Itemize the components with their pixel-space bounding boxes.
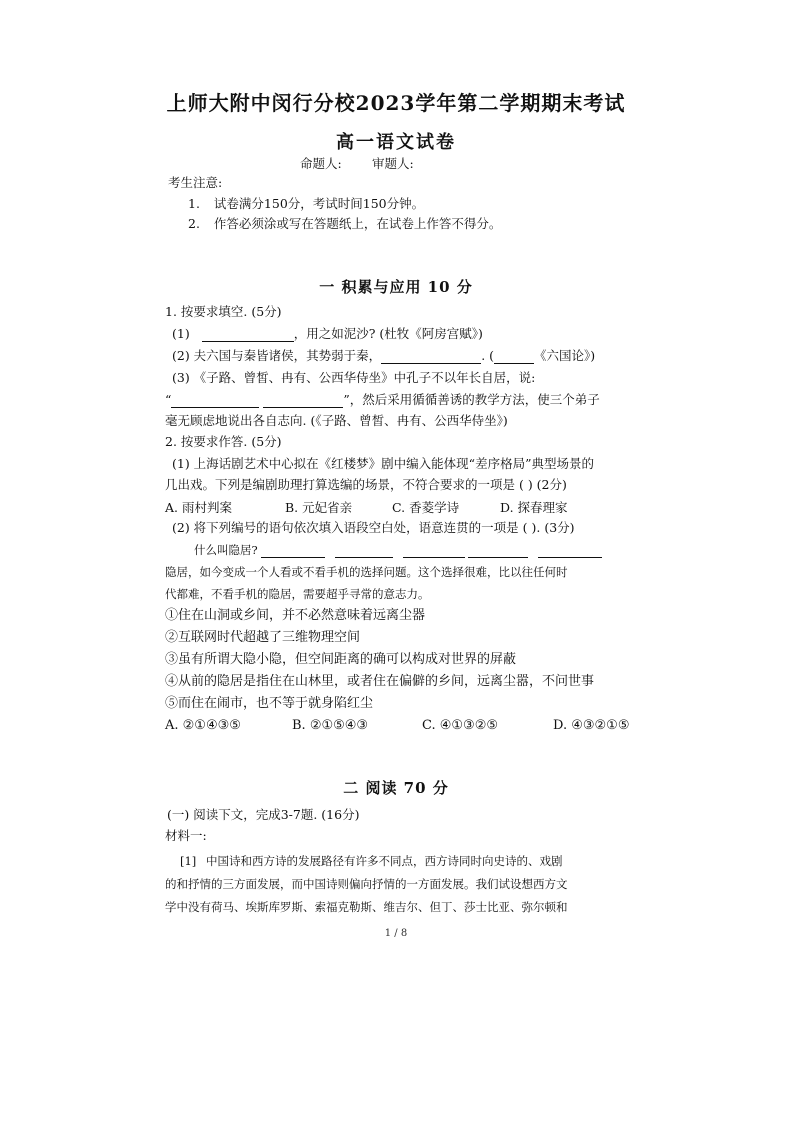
q1-line-4 [165, 392, 600, 408]
answer-option-d[interactable]: D. ④③②①⑤ [553, 718, 630, 733]
q1-line-1 [172, 326, 483, 342]
option-d[interactable]: D. 探春理家 [500, 500, 568, 515]
reviewer-label: 审题人: [372, 156, 414, 171]
school-exam-title: 上师大附中闵行分校2023学年第二学期期末考试 [166, 91, 626, 115]
paragraph-mark: [1] [180, 854, 197, 868]
answer-blank[interactable] [202, 329, 294, 342]
notice-heading: 考生注意: [168, 175, 223, 190]
answer-blank[interactable] [335, 545, 393, 558]
q1-line-5: 毫无顾虑地说出各自志向. (《子路、曾皙、冉有、公西华侍坐》) [165, 413, 508, 428]
section-heading-2: 二 阅读 70 分 [343, 779, 449, 797]
material-paragraph-line-2: 的和抒情的三方面发展，而中国诗则偏向抒情的一方面发展。我们试设想西方文 [165, 877, 568, 891]
passage-line-3: 代都难，不看手机的隐居，需要超乎寻常的意志力。 [165, 587, 430, 601]
answer-blank[interactable] [171, 395, 259, 408]
notice-item-text: 试卷满分150分，考试时间150分钟。 [213, 196, 425, 211]
question-1-stem: 1. 按要求填空. (5分) [165, 304, 282, 319]
paragraph-text-1: 中国诗和西方诗的发展路径有许多不同点，西方诗同时向史诗的、戏剧 [205, 854, 563, 868]
answer-blank[interactable] [261, 545, 325, 558]
paper-title: 高一语文试卷 [336, 132, 456, 153]
answer-blank[interactable] [381, 351, 481, 364]
option-c[interactable]: C. 香菱学诗 [392, 500, 460, 515]
answer-blank[interactable] [494, 351, 534, 364]
option-a[interactable]: A. 雨村判案 [165, 500, 232, 515]
section-heading-1: 一 积累与应用 10 分 [319, 278, 473, 296]
q1-line-4-post: ”，然后采用循循善诱的教学方法，使三个弟子 [343, 392, 600, 407]
sentence-4: ④从前的隐居是指住在山林里，或者住在偏僻的乡间，远离尘嚣，不问世事 [165, 674, 595, 689]
passage-line-2: 隐居，如今变成一个人看或不看手机的选择问题。这个选择很难，比以往任何时 [165, 565, 568, 579]
answer-blank[interactable] [403, 545, 465, 558]
q1-line-2-post: 《六国论》) [534, 348, 596, 363]
q2-sub2-line: (2) 将下列编号的语句依次填入语段空白处，语意连贯的一项是 ( ). (3分) [172, 520, 575, 535]
sentence-3: ③虽有所谓大隐小隐，但空间距离的确可以构成对世界的屏蔽 [165, 652, 517, 667]
notice-item-2 [188, 216, 501, 232]
sentence-2: ②互联网时代超越了三维物理空间 [165, 630, 361, 645]
setter-label: 命题人: [300, 156, 342, 171]
q2-sub1-line-2: 几出戏。下列是编剧助理打算选编的场景，不符合要求的一项是 ( ) (2分) [165, 477, 567, 492]
answer-blank[interactable] [468, 545, 528, 558]
notice-item-1 [188, 196, 424, 212]
answer-blank[interactable] [263, 395, 343, 408]
passage-question-text: 什么叫隐居? [194, 543, 262, 557]
q1-line-1-pre: (1) [172, 326, 190, 341]
answer-option-b[interactable]: B. ②①⑤④③ [292, 718, 369, 733]
q1-line-2-mid: . ( [481, 348, 495, 363]
passage-question [194, 542, 602, 558]
notice-item-text: 作答必须涂或写在答题纸上，在试卷上作答不得分。 [213, 216, 502, 231]
material-label: 材料一: [165, 828, 207, 843]
answer-blank[interactable] [538, 545, 602, 558]
q1-line-4-open: “ [165, 392, 172, 407]
option-b[interactable]: B. 元妃省亲 [285, 500, 353, 515]
notice-item-num: 1. [188, 196, 200, 211]
question-2-stem: 2. 按要求作答. (5分) [165, 434, 282, 449]
q1-line-1-post: ，用之如泥沙? (杜牧《阿房宫赋》) [293, 326, 483, 341]
sentence-1: ①住在山洞或乡间，并不必然意味着远离尘器 [165, 608, 426, 623]
notice-item-num: 2. [188, 216, 200, 231]
sentence-5: ⑤而住在闹市，也不等于就身陷红尘 [165, 696, 374, 711]
answer-option-a[interactable]: A. ②①④③⑤ [165, 718, 241, 733]
q2-sub1-line-1: (1) 上海话剧艺术中心拟在《红楼梦》剧中编入能体现“差序格局”典型场景的 [172, 456, 594, 471]
q1-line-2 [172, 348, 595, 364]
material-paragraph-line-3: 学中没有荷马、埃斯库罗斯、索福克勒斯、维吉尔、但丁、莎士比亚、弥尔顿和 [165, 900, 568, 914]
page-number: 1 / 8 [384, 928, 408, 939]
q1-line-3: (3) 《子路、曾皙、冉有、公西华侍坐》中孔子不以年长自居，说: [172, 370, 536, 385]
answer-option-c[interactable]: C. ④①③②⑤ [422, 718, 499, 733]
material-paragraph-line-1 [180, 853, 562, 869]
reading-part-1: (一) 阅读下文，完成3-7题. (16分) [167, 807, 360, 822]
q1-line-2-pre: (2) 夫六国与秦皆诸侯，其势弱于秦， [172, 348, 382, 363]
